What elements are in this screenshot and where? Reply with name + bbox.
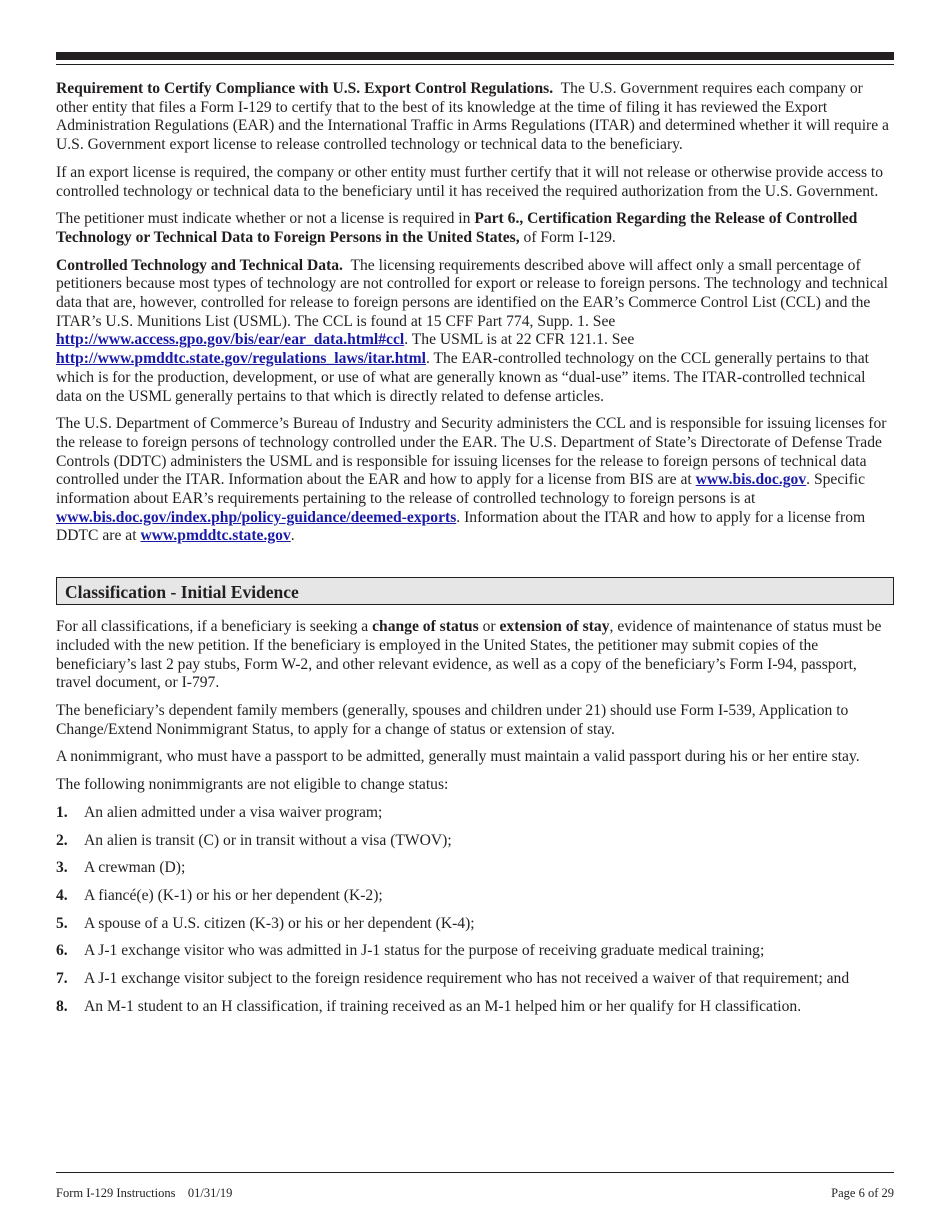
itar-link[interactable]: http://www.pmddtc.state.gov/regulations_laws/itar.html — [56, 350, 426, 368]
commerce-text-4: . — [290, 527, 295, 545]
export-paragraph-2: If an export license is required, the company or other entity must further certify that it will not release or otherwise provide access to controlled technology or technical data to the beneficiary until it has received the required authorization from the U.S. Government. — [56, 163, 884, 200]
deemed-exports-link[interactable]: www.bis.doc.gov/index.php/policy-guidance/deemed-exports — [56, 508, 457, 526]
ccl-link[interactable]: http://www.access.gpo.gov/bis/ear/ear_data.html#ccl — [56, 331, 405, 349]
controlled-heading: Controlled Technology and Technical Data. — [56, 256, 343, 274]
list-item-number: 8. — [56, 997, 68, 1015]
header-thick-rule — [56, 52, 894, 60]
classification-p1-a: For all classifications, if a beneficiary is seeking a — [56, 618, 369, 636]
list-item — [56, 887, 894, 906]
extension-of-stay-term: extension of stay — [499, 618, 610, 636]
list-item-number: 5. — [56, 914, 68, 932]
list-item — [56, 859, 894, 878]
classification-paragraph-4: The following nonimmigrants are not eligible to change status: — [56, 776, 449, 794]
list-item-text: An alien admitted under a visa waiver program; — [84, 803, 383, 821]
classification-section-header: Classification - Initial Evidence — [56, 577, 894, 605]
footer-rule — [56, 1172, 894, 1173]
footer-page-number: Page 6 of 29 — [831, 1186, 894, 1200]
list-item — [56, 970, 894, 989]
list-item — [56, 804, 894, 823]
list-item-number: 4. — [56, 886, 68, 904]
list-item — [56, 998, 894, 1017]
commerce-text-3: . Information about the ITAR and how to apply for a license from DDTC are at — [56, 508, 866, 545]
list-item-number: 6. — [56, 942, 68, 960]
header-thin-rule — [56, 64, 894, 65]
ineligible-list — [56, 804, 894, 1017]
classification-paragraph-2: The beneficiary’s dependent family members (generally, spouses and children under 21) should use Form I-539, Application to Change/Extend Nonimmigrant Status, to apply for a change of status or extension of stay. — [56, 701, 849, 738]
export-p3-pre: The petitioner must indicate whether or not a license is required in — [56, 210, 471, 228]
list-item — [56, 942, 894, 961]
classification-p1-c: or — [482, 618, 496, 636]
list-item-number: 2. — [56, 831, 68, 849]
list-item — [56, 832, 894, 851]
list-item-number: 3. — [56, 859, 68, 877]
page-content — [56, 80, 894, 1025]
controlled-text-3: . The EAR-controlled technology on the CCL generally pertains to that which is for the production, development, or use of what are generally known as “dual-use” items. The ITAR-controlled technical data on the USML generally pertains to that which is directly related to defense articles. — [56, 350, 869, 405]
list-item — [56, 915, 894, 934]
list-item-number: 1. — [56, 803, 68, 821]
export-p3-post: of Form I-129. — [523, 228, 616, 246]
bis-link[interactable]: www.bis.doc.gov — [695, 471, 807, 489]
classification-p1-d: , evidence of maintenance of status must be included with the new petition. If the beneficiary is employed in the United States, the petitioner may submit copies of the beneficiary’s last 2 pay stubs, Form W-2, and other relevant evidence, as well as a copy of the beneficiary’s Form I-94, passport, travel document, or I-797. — [56, 618, 882, 692]
controlled-text-1: The licensing requirements described above will affect only a small percentage of petitioners because most types of technology are not controlled for export or release to foreign persons. The technology and technical data that are, however, controlled for release to foreign persons are identified on the EAR’s Commerce Control List (CCL) and the ITAR’s U.S. Munitions List (USML). The CCL is found at 15 CFF Part 774, Supp. 1. See — [56, 256, 888, 330]
export-p1-text: The U.S. Government requires each company or other entity that files a Form I-129 to certify that to the best of its knowledge at the time of filing it has reviewed the Export Administration Regulations (EAR) and the International Traffic in Arms Regulations (ITAR) and determined whether it will require a U.S. Government export license to release controlled technology or technical data to the beneficiary. — [56, 80, 889, 154]
commerce-paragraph — [56, 415, 894, 546]
export-heading: Requirement to Certify Compliance with U.S. Export Control Regulations. — [56, 80, 554, 97]
pmddtc-link[interactable]: www.pmddtc.state.gov — [140, 527, 291, 545]
list-item-text: A fiancé(e) (K-1) or his or her dependent (K-2); — [84, 886, 383, 904]
controlled-paragraph — [56, 257, 894, 407]
commerce-text-2: . Specific information about EAR’s requirements pertaining to the release of controlled technology to foreign persons is at — [56, 471, 866, 508]
footer-form-info: Form I-129 Instructions 01/31/19 — [56, 1186, 233, 1200]
list-item-text: A J-1 exchange visitor who was admitted in J-1 status for the purpose of receiving graduate medical training; — [84, 942, 765, 960]
list-item-text: An alien is transit (C) or in transit without a visa (TWOV); — [84, 831, 452, 849]
controlled-text-2: . The USML is at 22 CFR 121.1. See — [404, 331, 635, 349]
classification-paragraph-3: A nonimmigrant, who must have a passport to be admitted, generally must maintain a valid passport during his or her entire stay. — [56, 748, 860, 766]
export-paragraph-1 — [56, 80, 894, 155]
classification-paragraph-1 — [56, 618, 894, 693]
change-of-status-term: change of status — [372, 618, 479, 636]
list-item-text: A crewman (D); — [84, 859, 186, 877]
list-item-text: An M-1 student to an H classification, if training received as an M-1 helped him or her qualify for H classification. — [84, 997, 802, 1015]
export-p3-bold: Part 6., Certification Regarding the Release of Controlled Technology or Technical Data to Foreign Persons in the United States, — [56, 210, 858, 246]
commerce-text-1: The U.S. Department of Commerce’s Bureau of Industry and Security administers the CCL and is responsible for issuing licenses for the release to foreign persons of technology controlled under the EAR. The U.S. Department of State’s Directorate of Defense Trade Controls (DDTC) administers the USML and is responsible for issuing licenses for the release to foreign persons of technical data controlled under the ITAR. Information about the EAR and how to apply for a license from BIS are at — [56, 415, 887, 489]
list-item-text: A spouse of a U.S. citizen (K-3) or his or her dependent (K-4); — [84, 914, 475, 932]
list-item-text: A J-1 exchange visitor subject to the foreign residence requirement who has not received a waiver of that requirement; and — [84, 970, 850, 988]
export-paragraph-3 — [56, 210, 894, 247]
list-item-number: 7. — [56, 970, 68, 988]
